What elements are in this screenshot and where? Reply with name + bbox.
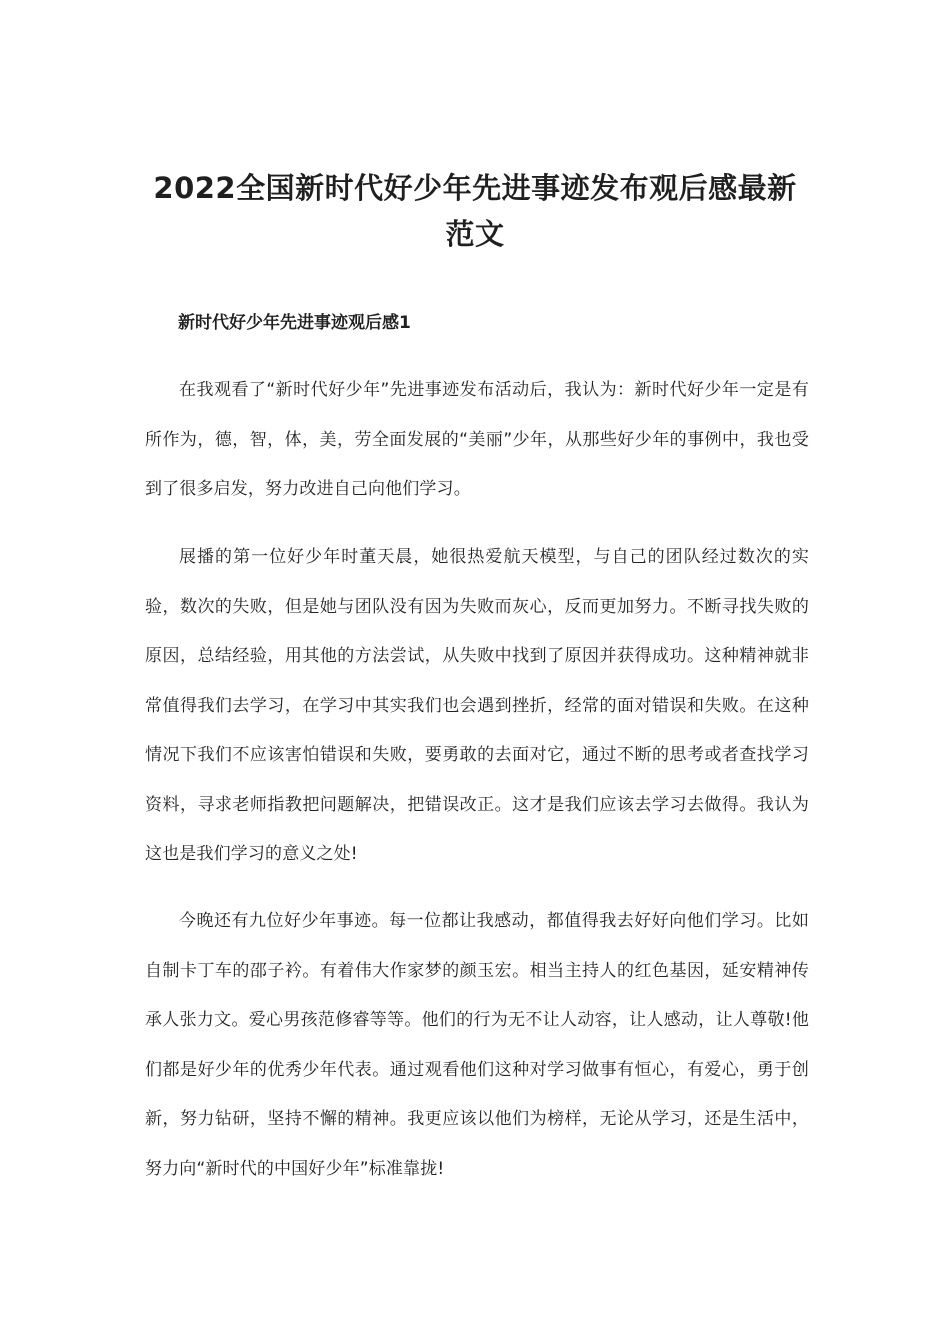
body-paragraph-3: 今晚还有九位好少年事迹。每一位都让我感动，都值得我去好好向他们学习。比如自制卡丁车的邵子衿。有着伟大作家梦的颜玉宏。相当主持人的红色基因，延安精神传承人张力文。爱心男孩范修睿等等。他们的行为无不让人动容，让人感动，让人尊敬!他们都是好少年的优秀少年代表。通过观看他们这种对学习做事有恒心，有爱心，勇于创新，努力钻研，坚持不懈的精神。我更应该以他们为榜样，无论从学习，还是生活中，努力向“新时代的中国好少年”标准靠拢! (145, 911, 809, 1179)
body-paragraph-2: 展播的第一位好少年时董天晨，她很热爱航天模型，与自己的团队经过数次的实验，数次的失败，但是她与团队没有因为失败而灰心，反而更加努力。不断寻找失败的原因，总结经验，用其他的方法尝试，从失败中找到了原因并获得成功。这种精神就非常值得我们去学习，在学习中其实我们也会遇到挫折，经常的面对错误和失败。在这种情况下我们不应该害怕错误和失败，要勇敢的去面对它，通过不断的思考或者查找学习资料，寻求老师指教把问题解决，把错误改正。这才是我们应该去学习去做得。我认为这也是我们学习的意义之处! (145, 547, 809, 864)
section-heading: 新时代好少年先进事迹观后感1 (178, 313, 411, 333)
document-title: 2022全国新时代好少年先进事迹发布观后感最新范文 (153, 171, 797, 251)
body-paragraph-1: 在我观看了“新时代好少年”先进事迹发布活动后，我认为：新时代好少年一定是有所作为，德，智，体，美，劳全面发展的“美丽”少年，从那些好少年的事例中，我也受到了很多启发，努力改进自己向他们学习。 (145, 380, 809, 499)
